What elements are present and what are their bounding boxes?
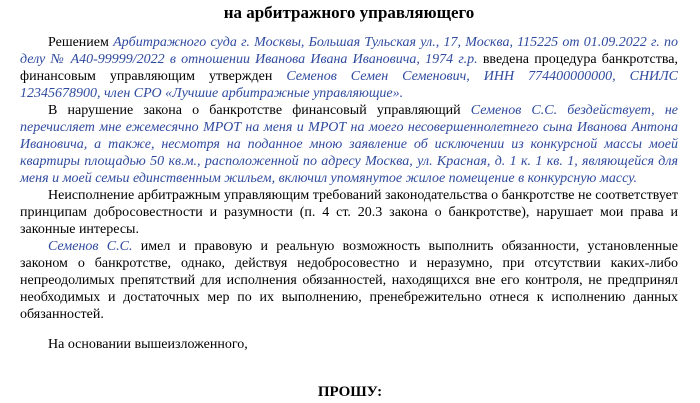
request-heading: ПРОШУ:: [317, 384, 383, 400]
paragraph-text: Решением: [48, 35, 114, 50]
paragraph-text: имел и правовую и реальную возможность выполнить обязанности, установленные законом о банкротстве, однако, действуя недобросовестно и неразумно, при отсутствии каких-либо непреодолимых препятствий для исполнения обязанностей, находящихся вне его контроля, не предпринял необходимых и достаточных мер по их выполнению, пренебрежительно отнеся к исполнению данных обязанностей.: [20, 239, 678, 322]
paragraph-text: введена процедура банкротства, финансовым управляющим утвержден: [20, 52, 678, 84]
paragraph-principles: Неисполнение арбитражным управляющим требований законодательства о банкротстве не соответствует принципам добросовестности и разумности (п. 4 ст. 20.3 закона о банкротстве), нарушает мои права и законные интересы.: [20, 188, 678, 237]
filled-manager-details: Семенов Семен Семенович, ИНН 774400000000, СНИЛС 12345678900, член СРО «Лучшие арбитражные управляющие».: [20, 69, 678, 101]
filled-violation-details: Семенов С.С. бездействует, не перечисляет мне ежемесячно МРОТ на меня и МРОТ на моего несовершеннолетнего сына Иванова Антона Ивановича, а также, несмотря на поданное мною заявление об исключении из конкурсной массы моей квартиры площадью 50 кв.м., расположенной по адресу Москва, ул. Красная, д. 1 к. 1 кв. 1, являющейся для меня и моей семьи единственным жильем, включил упомянутое жилое помещение в конкурсную массу.: [20, 103, 678, 186]
filled-manager-name: Семенов С.С.: [48, 239, 133, 254]
filled-court-details: Арбитражного суда г. Москвы, Большая Тульская ул., 17, Москва, 115225 от 01.09.2022 г. по делу № А40-99999/2022 в отношении Иванова Ивана Ивановича, 1974 г.р.: [20, 35, 679, 67]
paragraph-spacer: [20, 323, 678, 336]
document-page: [0, 3, 700, 403]
paragraph-text: В нарушение закона о банкротстве финансовый управляющий: [48, 103, 471, 118]
paragraph-opportunity: [20, 238, 678, 323]
paragraph-conclusion: На основании вышеизложенного,: [48, 337, 248, 352]
paragraph-court-decision: [20, 34, 678, 102]
document-heading: на арбитражного управляющего: [223, 3, 475, 22]
paragraph-violation: [20, 102, 678, 187]
